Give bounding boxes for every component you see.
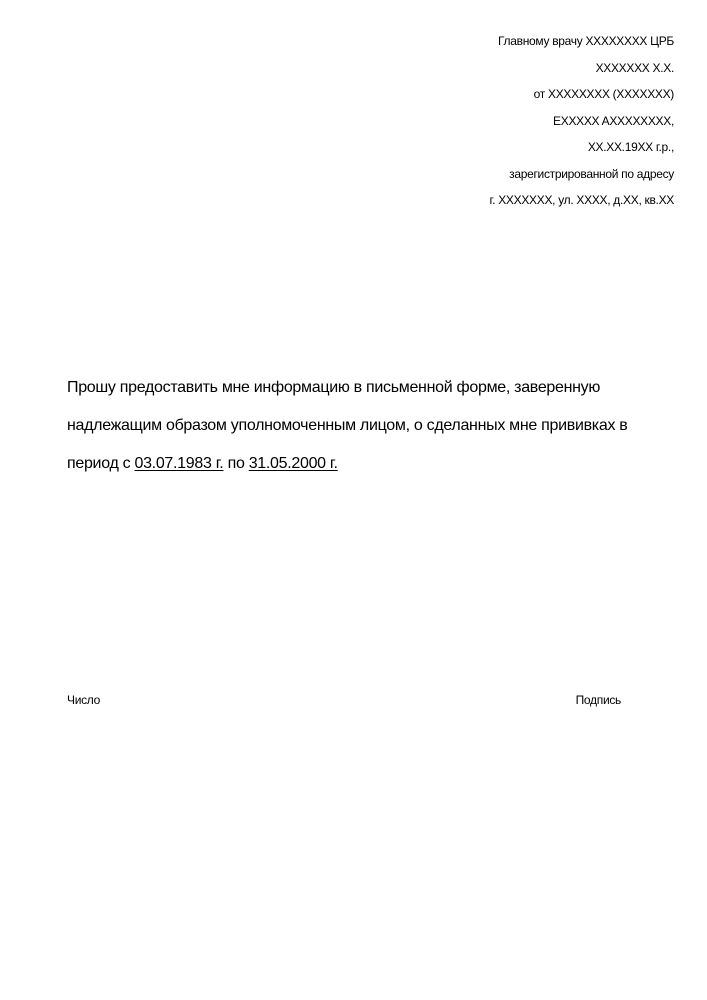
sender-registration-line: зарегистрированной по адресу — [509, 166, 674, 181]
addressee-block — [274, 32, 674, 218]
addressee-line: Главному врачу XXXXXXXX ЦРБ — [498, 34, 674, 48]
period-middle: по — [223, 455, 249, 472]
request-line-1: Прошу предоставить мне информацию в письменной форме, заверенную — [67, 379, 601, 396]
sender-line: EXXXXX AXXXXXXXX, — [553, 113, 674, 128]
request-line-3 — [67, 445, 667, 483]
sender-address-line: г. XXXXXXX, ул. XXXX, д.XX, кв.XX — [489, 193, 674, 207]
sender-line: от XXXXXXXX (XXXXXXX) — [533, 87, 674, 101]
request-text — [67, 369, 667, 483]
date-to: 31.05.2000 г. — [248, 455, 338, 472]
request-line-2: надлежащим образом уполномоченным лицом, о сделанных мне прививках в — [67, 417, 628, 434]
signature-label: Подпись — [575, 693, 621, 707]
date-label: Число — [67, 693, 101, 707]
addressee-line: XXXXXXX Х.Х. — [595, 60, 674, 75]
sender-birthdate-line: XX.XX.19XX г.р., — [587, 140, 674, 154]
date-from: 03.07.1983 г. — [134, 455, 224, 472]
period-prefix: период с — [67, 455, 135, 472]
